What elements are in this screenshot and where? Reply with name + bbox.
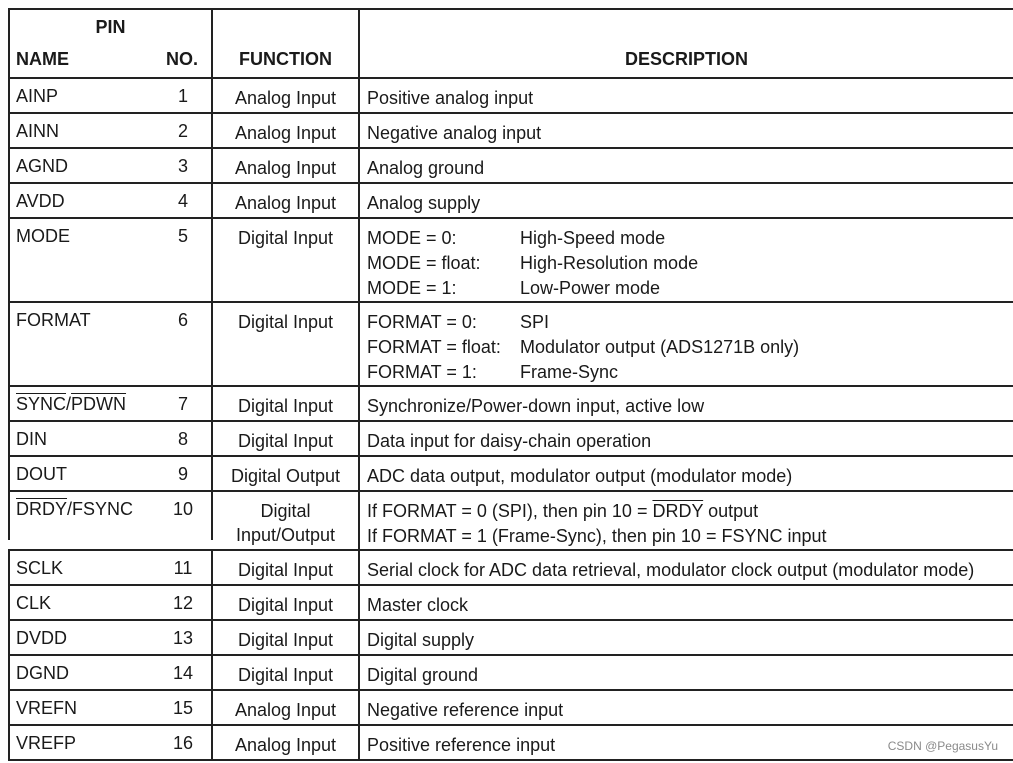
pin-function: Digital Input xyxy=(213,655,359,690)
pin-number: 13 xyxy=(172,628,194,648)
pin-cell xyxy=(8,550,213,585)
table-row xyxy=(8,302,1013,386)
pin-number: 1 xyxy=(177,86,188,106)
pin-number: 9 xyxy=(177,464,188,484)
option-key: FORMAT = 1: xyxy=(367,362,477,382)
option-key: MODE = float: xyxy=(367,253,481,273)
table-row xyxy=(8,491,1013,550)
pin-cell xyxy=(8,491,213,550)
pin-name: DVDD xyxy=(16,628,68,648)
pin-function: Digital Input xyxy=(213,550,359,585)
pin-number: 3 xyxy=(177,156,188,176)
table-row xyxy=(8,725,1013,760)
pin-cell xyxy=(8,113,213,148)
pin-name-overline: SYNC xyxy=(16,394,67,414)
pin-function: Analog Input xyxy=(213,78,359,113)
pin-number: 7 xyxy=(177,394,188,414)
table-row xyxy=(8,183,1013,218)
pin-cell xyxy=(8,690,213,725)
option-key: FORMAT = 0: xyxy=(367,312,477,332)
option-value: High-Resolution mode xyxy=(520,253,699,273)
pin-function: Digital Input xyxy=(213,421,359,456)
pin-name: AINP xyxy=(16,86,59,106)
pin-cell xyxy=(8,386,213,421)
pin-description: Positive reference input xyxy=(367,735,556,755)
option-value: Modulator output (ADS1271B only) xyxy=(520,337,800,357)
table-row xyxy=(8,456,1013,491)
pin-function: Analog Input xyxy=(213,725,359,760)
pin-header xyxy=(8,9,213,78)
option-value: High-Speed mode xyxy=(520,228,666,248)
option-line xyxy=(367,276,1013,301)
pin-description xyxy=(359,218,1013,302)
table-row xyxy=(8,148,1013,183)
description-column-header: DESCRIPTION xyxy=(359,9,1013,78)
option-value: Frame-Sync xyxy=(520,362,619,382)
name-column-header: NAME xyxy=(16,49,69,69)
pin-name: VREFP xyxy=(16,733,77,753)
pin-number: 11 xyxy=(173,558,193,578)
pin-description: Negative analog input xyxy=(367,123,542,143)
pin-description: Analog supply xyxy=(367,193,481,213)
pin-name-rest: /FSYNC xyxy=(67,499,134,519)
table-row xyxy=(8,620,1013,655)
option-line xyxy=(367,251,1013,276)
pin-number: 12 xyxy=(172,593,194,613)
option-line xyxy=(367,360,1013,385)
watermark: CSDN @PegasusYu xyxy=(887,739,998,753)
pin-cell xyxy=(8,655,213,690)
option-value: Low-Power mode xyxy=(520,278,661,298)
pin-description xyxy=(359,302,1013,386)
option-line xyxy=(367,226,1013,251)
description-line: If FORMAT = 1 (Frame-Sync), then pin 10 = FSYNC input xyxy=(367,526,827,546)
pin-function: Analog Input xyxy=(213,148,359,183)
pin-name: FORMAT xyxy=(16,310,91,330)
table-row xyxy=(8,690,1013,725)
pin-cell xyxy=(8,302,213,386)
option-key: MODE = 0: xyxy=(367,228,457,248)
pin-name: AVDD xyxy=(16,191,65,211)
option-key: FORMAT = float: xyxy=(367,337,501,357)
description-overline: DRDY xyxy=(652,501,704,521)
function-line: Digital xyxy=(260,501,311,521)
header-row xyxy=(8,9,1013,78)
pin-description: ADC data output, modulator output (modulator mode) xyxy=(367,466,793,486)
pin-cell xyxy=(8,456,213,491)
table-row xyxy=(8,113,1013,148)
pin-description: Serial clock for ADC data retrieval, modulator clock output (modulator mode) xyxy=(367,560,975,580)
pin-name-overline: DRDY xyxy=(16,499,68,519)
pin-cell xyxy=(8,218,213,302)
description-text: output xyxy=(703,501,759,521)
table-row xyxy=(8,386,1013,421)
pin-description: Data input for daisy-chain operation xyxy=(367,431,652,451)
pin-function: Analog Input xyxy=(213,690,359,725)
pin-number: 16 xyxy=(172,733,194,753)
pin-function xyxy=(213,491,359,550)
pin-cell xyxy=(8,620,213,655)
pin-name: DGND xyxy=(16,663,69,683)
function-column-header: FUNCTION xyxy=(213,9,359,78)
pin-function: Digital Output xyxy=(213,456,359,491)
pin-description: Digital ground xyxy=(367,665,479,685)
pin-function: Digital Input xyxy=(213,585,359,620)
pin-description: Analog ground xyxy=(367,158,485,178)
table-row xyxy=(8,655,1013,690)
pin-cell xyxy=(8,148,213,183)
pin-description: Negative reference input xyxy=(367,700,564,720)
pin-description: Synchronize/Power-down input, active low xyxy=(367,396,705,416)
pin-cell xyxy=(8,183,213,218)
pin-name: MODE xyxy=(16,226,70,246)
pin-description: Digital supply xyxy=(367,630,475,650)
pin-number: 10 xyxy=(172,499,194,519)
pin-name xyxy=(16,394,126,415)
pin-cell xyxy=(8,421,213,456)
pin-table xyxy=(8,8,1013,761)
pin-cell xyxy=(8,585,213,620)
pin-name: VREFN xyxy=(16,698,78,718)
pin-name: CLK xyxy=(16,593,52,613)
option-value: SPI xyxy=(520,312,550,332)
description-text: If FORMAT = 0 (SPI), then pin 10 = xyxy=(367,501,653,521)
pin-group-header: PIN xyxy=(95,17,126,37)
function-line: Input/Output xyxy=(235,525,336,545)
pin-name-overline: PDWN xyxy=(71,394,127,414)
table-row xyxy=(8,78,1013,113)
pin-number: 15 xyxy=(172,698,194,718)
pin-number: 8 xyxy=(177,429,188,449)
pin-description: Positive analog input xyxy=(367,88,534,108)
pin-name xyxy=(16,499,133,520)
pin-function: Analog Input xyxy=(213,183,359,218)
pin-function: Digital Input xyxy=(213,386,359,421)
option-line xyxy=(367,310,1013,335)
pin-name: SCLK xyxy=(16,558,64,578)
pin-number: 4 xyxy=(177,191,188,211)
pin-name-separator: / xyxy=(66,394,72,414)
pin-number: 2 xyxy=(177,121,188,141)
table-row xyxy=(8,218,1013,302)
pin-function: Digital Input xyxy=(213,620,359,655)
table-row xyxy=(8,421,1013,456)
pin-cell xyxy=(8,78,213,113)
pin-number: 6 xyxy=(177,310,188,330)
option-key: MODE = 1: xyxy=(367,278,457,298)
pin-description xyxy=(359,491,1013,550)
pin-function: Digital Input xyxy=(213,302,359,386)
table-row xyxy=(8,550,1013,585)
option-line xyxy=(367,335,1013,360)
table-row xyxy=(8,585,1013,620)
pin-function: Digital Input xyxy=(213,218,359,302)
pin-number: 5 xyxy=(177,226,188,246)
pin-name: DOUT xyxy=(16,464,67,484)
pin-function: Analog Input xyxy=(213,113,359,148)
pin-cell xyxy=(8,725,213,760)
pin-name: AGND xyxy=(16,156,69,176)
pin-number: 14 xyxy=(172,663,194,683)
no-column-header: NO. xyxy=(166,49,199,69)
pin-name: AINN xyxy=(16,121,60,141)
pin-description: Master clock xyxy=(367,595,469,615)
pin-name: DIN xyxy=(16,429,47,449)
description-line xyxy=(367,499,1013,524)
